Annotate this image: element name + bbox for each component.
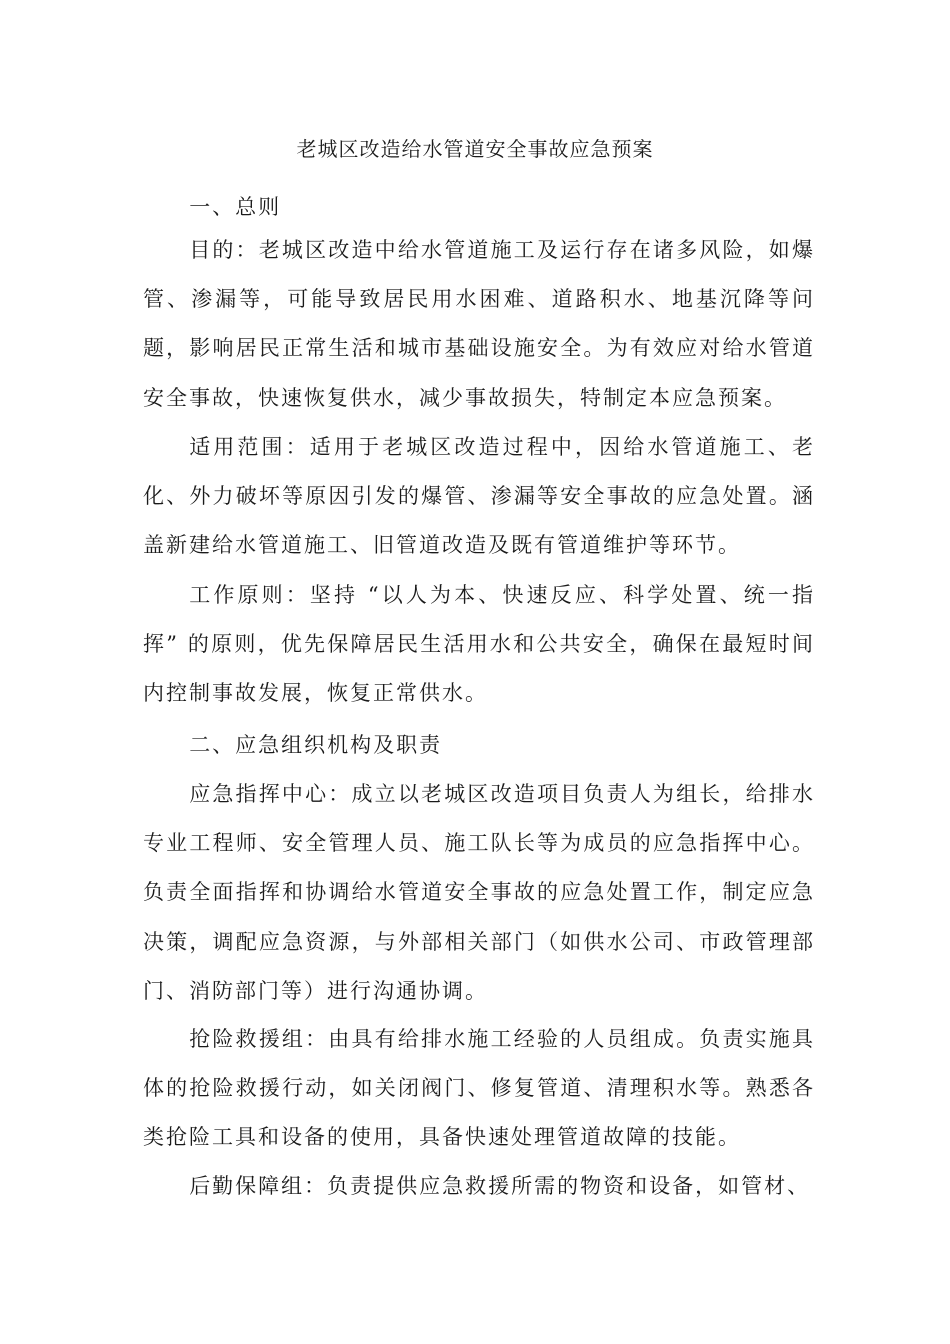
paragraph-principles: 工作原则：坚持 “以人为本、快速反应、科学处置、统一指挥” 的原则，优先保障居民生活用水和公共安全，确保在最短时间内控制事故发展，恢复正常供水。 (143, 583, 815, 706)
paragraph-purpose: 目的：老城区改造中给水管道施工及运行存在诸多风险，如爆管、渗漏等，可能导致居民用水困难、道路积水、地基沉降等问题，影响居民正常生活和城市基础设施安全。为有效应对给水管道安全事故，快速恢复供水，减少事故损失，特制定本应急预案。 (143, 238, 815, 410)
paragraph-command-center: 应急指挥中心：成立以老城区改造项目负责人为组长，给排水专业工程师、安全管理人员、施工队长等为成员的应急指挥中心。负责全面指挥和协调给水管道安全事故的应急处置工作，制定应急决策，调配应急资源，与外部相关部门（如供水公司、市政管理部门、消防部门等）进行沟通协调。 (143, 782, 815, 1003)
paragraph-logistics-team: 后勤保障组：负责提供应急救援所需的物资和设备，如管材、 (189, 1174, 811, 1198)
paragraph-rescue-team: 抢险救援组：由具有给排水施工经验的人员组成。负责实施具体的抢险救援行动，如关闭阀门、修复管道、清理积水等。熟悉各类抢险工具和设备的使用，具备快速处理管道故障的技能。 (143, 1027, 815, 1150)
document-title: 老城区改造给水管道安全事故应急预案 (296, 137, 654, 161)
paragraph-scope: 适用范围：适用于老城区改造过程中，因给水管道施工、老化、外力破坏等原因引发的爆管、渗漏等安全事故的应急处置。涵盖新建给水管道施工、旧管道改造及既有管道维护等环节。 (143, 435, 815, 558)
section-heading-organization: 二、应急组织机构及职责 (189, 733, 443, 757)
section-heading-general: 一、总则 (189, 195, 282, 219)
